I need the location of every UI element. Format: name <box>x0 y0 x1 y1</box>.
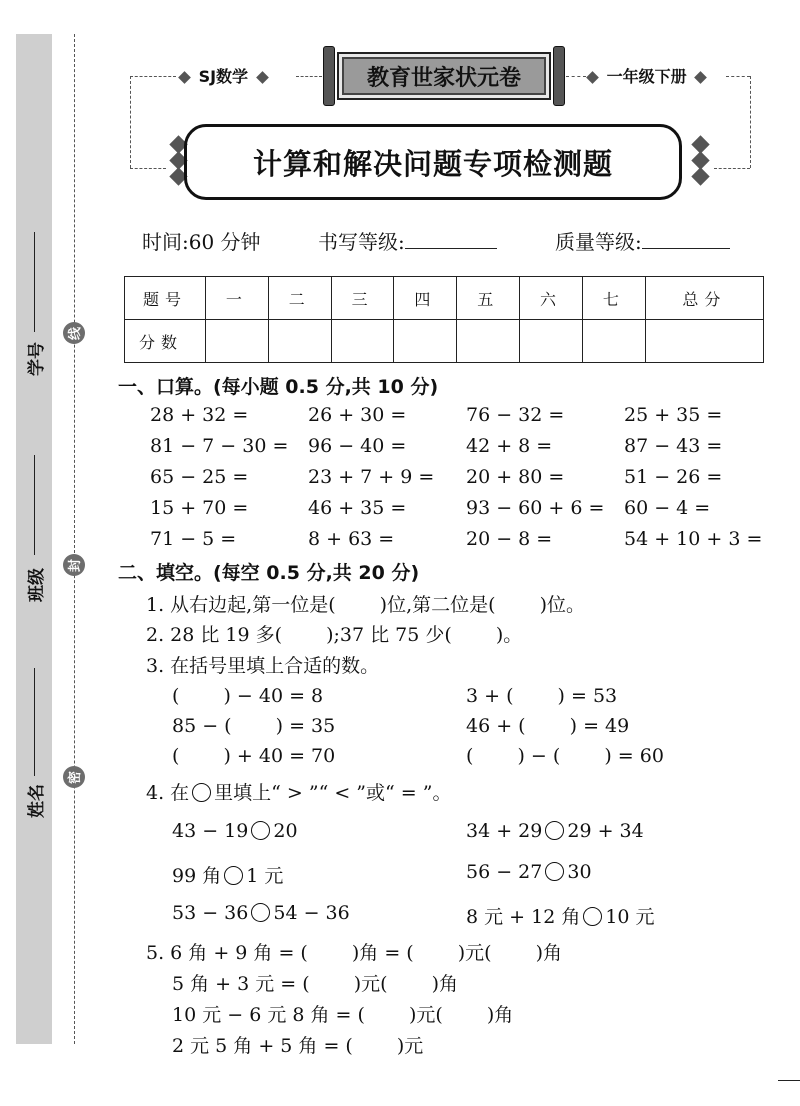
table-header-cell: 一 <box>206 277 269 320</box>
table-header-cell: 七 <box>582 277 645 320</box>
scroll-roller-right <box>553 46 565 106</box>
cut-line <box>74 34 75 1044</box>
class-line[interactable] <box>34 455 35 555</box>
oral-item: 93 − 60 + 6 = <box>466 497 605 519</box>
brand-scroll <box>323 46 565 106</box>
question-3: 3. 在括号里填上合适的数。 <box>146 655 380 677</box>
quality-grade: 质量等级: <box>555 226 730 255</box>
oral-item: 15 + 70 = <box>150 497 249 519</box>
oral-item: 81 − 7 − 30 = <box>150 435 289 457</box>
oral-item: 8 + 63 = <box>308 528 395 550</box>
diamond-icon <box>694 71 707 84</box>
question-2: 2. 28 比 19 多( );37 比 75 少( )。 <box>146 624 523 646</box>
compare-item: 8 元 + 12 角 10 元 <box>466 906 655 928</box>
seal-feng-icon: 封 <box>63 554 85 576</box>
compare-item: 99 角 1 元 <box>172 865 284 887</box>
student-no-line[interactable] <box>34 232 35 332</box>
compare-circle[interactable] <box>583 907 602 926</box>
student-no-label: 学号 <box>27 342 47 376</box>
oral-item: 46 + 35 = <box>308 497 407 519</box>
score-cell[interactable] <box>457 320 520 363</box>
oral-item: 20 + 80 = <box>466 466 565 488</box>
compare-circle[interactable] <box>545 821 564 840</box>
oral-item: 87 − 43 = <box>624 435 723 457</box>
fill-item: 10 元 − 6 元 8 角 = ( )元( )角 <box>172 1004 514 1026</box>
circle-icon <box>192 783 211 802</box>
diamond-stack-right-icon <box>694 138 707 183</box>
oral-item: 26 + 30 = <box>308 404 407 426</box>
header-rule-right-v <box>750 76 751 168</box>
brand-name: 教育世家状元卷 <box>337 52 551 100</box>
fill-item: 2 元 5 角 + 5 角 = ( )元 <box>172 1035 424 1057</box>
oral-item: 51 − 26 = <box>624 466 723 488</box>
compare-circle[interactable] <box>251 821 270 840</box>
section-1-title: 一、口算。(每小题 0.5 分,共 10 分) <box>118 376 439 398</box>
table-header-cell: 五 <box>457 277 520 320</box>
score-cell[interactable] <box>268 320 331 363</box>
oral-item: 54 + 10 + 3 = <box>624 528 763 550</box>
diamond-icon <box>586 71 599 84</box>
grade-tag: 一年级下册 <box>588 64 705 87</box>
score-cell[interactable] <box>520 320 583 363</box>
question-1: 1. 从右边起,第一位是( )位,第二位是( )位。 <box>146 594 585 616</box>
table-header-cell: 题号 <box>125 277 206 320</box>
oral-item: 76 − 32 = <box>466 404 565 426</box>
fill-item: ( ) − 40 = 8 <box>172 685 324 707</box>
scroll-roller-left <box>323 46 335 106</box>
compare-item: 34 + 29 29 + 34 <box>466 820 644 842</box>
header-rule-left <box>130 76 176 77</box>
section-2-title: 二、填空。(每空 0.5 分,共 20 分) <box>118 562 420 584</box>
table-header-cell: 三 <box>331 277 394 320</box>
oral-item: 23 + 7 + 9 = <box>308 466 435 488</box>
table-row <box>125 320 764 363</box>
header-rule-right <box>726 76 750 77</box>
fill-item: ( ) − ( ) = 60 <box>466 745 664 767</box>
oral-item: 20 − 8 = <box>466 528 553 550</box>
question-5: 5. 6 角 + 9 角 = ( )角 = ( )元( )角 <box>146 942 563 964</box>
fill-item: 5 角 + 3 元 = ( )元( )角 <box>172 973 458 995</box>
quality-grade-field[interactable] <box>642 230 730 249</box>
class-label: 班级 <box>27 568 47 602</box>
table-header-cell: 六 <box>520 277 583 320</box>
diamond-icon <box>178 71 191 84</box>
compare-item: 53 − 36 54 − 36 <box>172 902 350 924</box>
header-rule-left-v <box>130 76 131 168</box>
compare-item: 56 − 27 30 <box>466 861 592 883</box>
writing-grade: 书写等级: <box>318 226 497 255</box>
name-label: 姓名 <box>27 784 47 818</box>
score-cell[interactable] <box>645 320 763 363</box>
compare-circle[interactable] <box>545 862 564 881</box>
writing-grade-field[interactable] <box>405 230 497 249</box>
score-cell[interactable] <box>206 320 269 363</box>
page-mark <box>778 1080 800 1081</box>
table-header-cell: 总分 <box>645 277 763 320</box>
table-row <box>125 277 764 320</box>
oral-item: 28 + 32 = <box>150 404 249 426</box>
fill-item: 3 + ( ) = 53 <box>466 685 618 707</box>
table-header-cell: 二 <box>268 277 331 320</box>
fill-item: ( ) + 40 = 70 <box>172 745 336 767</box>
seal-xian-icon: 线 <box>63 322 85 344</box>
fill-item: 46 + ( ) = 49 <box>466 715 630 737</box>
score-cell[interactable] <box>331 320 394 363</box>
page-title: 计算和解决问题专项检测题 <box>184 124 682 200</box>
fill-item: 85 − ( ) = 35 <box>172 715 336 737</box>
table-row-label: 分数 <box>125 320 206 363</box>
name-line[interactable] <box>34 668 35 776</box>
table-header-cell: 四 <box>394 277 457 320</box>
compare-circle[interactable] <box>251 903 270 922</box>
header-rule <box>296 76 322 77</box>
header-rule <box>566 76 586 77</box>
oral-item: 96 − 40 = <box>308 435 407 457</box>
score-cell[interactable] <box>582 320 645 363</box>
oral-item: 71 − 5 = <box>150 528 237 550</box>
oral-item: 42 + 8 = <box>466 435 553 457</box>
compare-circle[interactable] <box>224 866 243 885</box>
score-table <box>124 276 764 363</box>
seal-mi-icon: 密 <box>63 766 85 788</box>
subject-tag: SJ数学 <box>180 64 267 87</box>
time-info: 时间:60 分钟 <box>142 230 261 254</box>
oral-item: 25 + 35 = <box>624 404 723 426</box>
oral-item: 60 − 4 = <box>624 497 711 519</box>
header-rule-right-b <box>714 168 750 169</box>
header-rule-left-b <box>130 168 166 169</box>
diamond-icon <box>256 71 269 84</box>
question-4: 4. 在 里填上“ > ”“ < ”或“ = ”。 <box>146 782 452 804</box>
oral-item: 65 − 25 = <box>150 466 249 488</box>
compare-item: 43 − 19 20 <box>172 820 298 842</box>
score-cell[interactable] <box>394 320 457 363</box>
